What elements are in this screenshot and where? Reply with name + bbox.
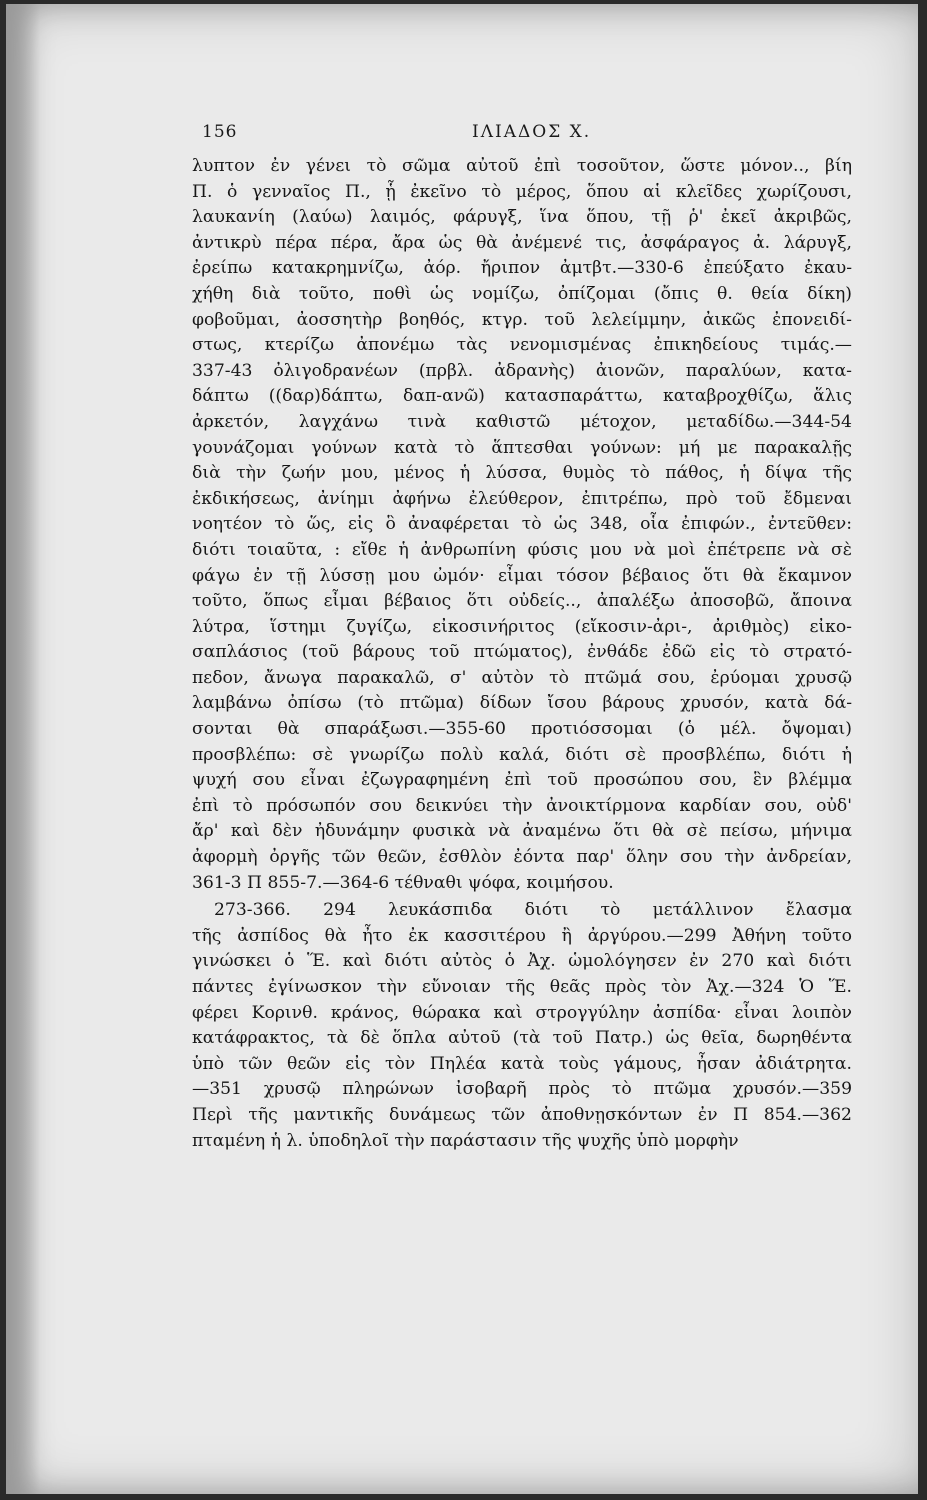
text-line: γουνάζομαι γούνων κατὰ τὸ ἅπτεσθαι γούνων: μή με παρακαλῇς	[192, 437, 852, 458]
text-line: πταμένη ἡ λ. ὑποδηλοῖ τὴν παράστασιν τῆς ψυχῆς ὑπὸ μορφὴν	[192, 1130, 739, 1151]
running-title: ΙΛΙΑΔΟΣ Χ.	[472, 122, 592, 142]
page-header	[202, 122, 842, 148]
text-line: στως, κτερίζω ἀπονέμω τὰς νενομισμένας ἐπικηδείους τιμάς.—	[192, 335, 852, 356]
text-line: πεδον, ἄνωγα παρακαλῶ, σ' αὐτὸν τὸ πτῶμά σου, ἐρύομαι χρυσῷ	[192, 667, 852, 688]
text-line: λαμβάνω ὀπίσω (τὸ πτῶμα) δίδων ἴσου βάρους χρυσόν, κατὰ δά-	[192, 693, 852, 714]
text-line: διότι τοιαῦτα, : εἴθε ἡ ἀνθρωπίνη φύσις μου νὰ μοὶ ἐπέτρεπε νὰ σὲ	[192, 539, 852, 560]
text-line: φάγω ἐν τῇ λύσσῃ μου ὠμόν· εἶμαι τόσον βέβαιος ὅτι θὰ ἔκαμνον	[192, 565, 852, 586]
text-line: πάντες ἐγίνωσκον τὴν εὔνοιαν τῆς θεᾶς πρὸς τὸν Ἀχ.—324 Ὁ Ἕ.	[192, 977, 852, 997]
paragraph-2	[192, 898, 852, 1154]
text-line: λαυκανίη (λαύω) λαιμός, φάρυγξ, ἵνα ὅπου, τῇ ῥ' ἐκεῖ ἀκριβῶς,	[192, 207, 852, 228]
text-line: Περὶ τῆς μαντικῆς δυνάμεως τῶν ἀποθνῃσκόντων ἐν Π 854.—362	[192, 1104, 852, 1125]
text-line: ψυχή σου εἶναι ἐζωγραφημένη ἐπὶ τοῦ προσώπου σου, ἓν βλέμμα	[192, 770, 852, 791]
text-line: ὑπὸ τῶν θεῶν εἰς τὸν Πηλέα κατὰ τοὺς γάμους, ἦσαν ἀδιάτρητα.	[192, 1053, 852, 1074]
text-line: φοβοῦμαι, ἀοσσητὴρ βοηθός, κτγρ. τοῦ λελείμμην, ἀικῶς ἐπονειδί-	[192, 309, 852, 330]
text-line: νοητέον τὸ ὥς, εἰς ὃ ἀναφέρεται τὸ ὡς 348, οἷα ἐπιφών., ἐντεῦθεν:	[192, 514, 852, 535]
text-line: ἀντικρὺ πέρα πέρα, ἄρα ὡς θὰ ἀνέμενέ τις, ἀσφάραγος ἀ. λάρυγξ,	[192, 232, 852, 253]
paragraph-1	[192, 154, 852, 896]
text-line: γινώσκει ὁ Ἕ. καὶ διότι αὐτὸς ὁ Ἀχ. ὡμολόγησεν ἐν 270 καὶ διότι	[192, 951, 852, 972]
text-line: δάπτω ((δαρ)δάπτω, δαπ-ανῶ) κατασπαράττω, καταβροχθίζω, ἅλις	[192, 386, 852, 407]
text-line: ἀφορμὴ ὀργῆς τῶν θεῶν, ἐσθλὸν ἐόντα παρ' ὅλην σου τὴν ἀνδρείαν,	[192, 847, 852, 868]
text-line: σαπλάσιος (τοῦ βάρους τοῦ πτώματος), ἐνθάδε ἐδῶ εἰς τὸ στρατό-	[192, 642, 852, 663]
text-line: 273-366. 294 λευκάσπιδα διότι τὸ μετάλλινον ἔλασμα	[214, 900, 852, 921]
text-line: σονται θὰ σπαράξωσι.—355-60 προτιόσσομαι (ὁ μέλ. ὄψομαι)	[192, 719, 852, 740]
commentary-text	[192, 154, 852, 1154]
text-line: φέρει Κορινθ. κράνος, θώρακα καὶ στρογγύλην ἀσπίδα· εἶναι λοιπὸν	[192, 1002, 852, 1023]
text-line: κατάφρακτος, τὰ δὲ ὅπλα αὐτοῦ (τὰ τοῦ Πατρ.) ὡς θεῖα, δωρηθέντα	[192, 1028, 852, 1049]
text-line: λύτρα, ἵστημι ζυγίζω, εἰκοσινήριτος (εἴκοσιν-ἀρι-, ἀριθμὸς) εἰκο-	[192, 616, 852, 637]
text-line: ἐκδικήσεως, ἀνίημι ἀφήνω ἐλεύθερον, ἐπιτρέπω, πρὸ τοῦ ἔδμεναι	[192, 488, 852, 509]
text-line: Π. ὁ γενναῖος Π., ᾗ ἐκεῖνο τὸ μέρος, ὅπου αἱ κλεῖδες χωρίζουσι,	[192, 181, 852, 202]
text-line: προσβλέπω: σὲ γνωρίζω πολὺ καλά, διότι σὲ προσβλέπω, διότι ἡ	[192, 744, 852, 765]
text-line: χήθη διὰ τοῦτο, ποθὶ ὡς νομίζω, ὀπίζομαι (ὄπις θ. θεία δίκη)	[192, 283, 852, 304]
text-line: διὰ τὴν ζωήν μου, μένος ἡ λύσσα, θυμὸς τὸ πάθος, ἡ δίψα τῆς	[192, 463, 852, 484]
text-line: λυπτον ἐν γένει τὸ σῶμα αὐτοῦ ἐπὶ τοσοῦτον, ὥστε μόνον.., βίη	[192, 156, 852, 176]
text-line: ἄρ' καὶ δὲν ἠδυνάμην φυσικὰ νὰ ἀναμένω ὅτι θὰ σὲ πείσω, μήνιμα	[192, 821, 852, 842]
page-number: 156	[202, 122, 238, 142]
text-line: ἀρκετόν, λαγχάνω τινὰ καθιστῶ μέτοχον, μεταδίδω.—344-54	[192, 411, 852, 432]
text-line: τῆς ἀσπίδος θὰ ἦτο ἐκ κασσιτέρου ἢ ἀργύρου.—299 Ἀθήνη τοῦτο	[192, 925, 852, 946]
text-line: ἐπὶ τὸ πρόσωπόν σου δεικνύει τὴν ἀνοικτίρμονα καρδίαν σου, οὐδ'	[192, 795, 852, 816]
text-line: τοῦτο, ὅπως εἶμαι βέβαιος ὅτι οὐδείς.., ἀπαλέξω ἀποσοβῶ, ἄποινα	[192, 591, 852, 612]
page-edge-shadow	[6, 4, 40, 1494]
text-line: 337-43 ὀλιγοδρανέων (πρβλ. ἀδρανὴς) ἀιονῶν, παραλύων, κατα-	[192, 360, 852, 381]
book-page	[6, 4, 918, 1494]
text-line: —351 χρυσῷ πληρώνων ἰσοβαρῆ πρὸς τὸ πτῶμα χρυσόν.—359	[192, 1079, 852, 1100]
text-line: ἐρείπω κατακρημνίζω, ἀόρ. ἤριπον ἀμτβτ.—330-6 ἐπεύξατο ἐκαυ-	[192, 258, 852, 279]
text-line: 361-3 Π 855-7.—364-6 τέθναθι ψόφα, κοιμήσου.	[192, 872, 614, 893]
